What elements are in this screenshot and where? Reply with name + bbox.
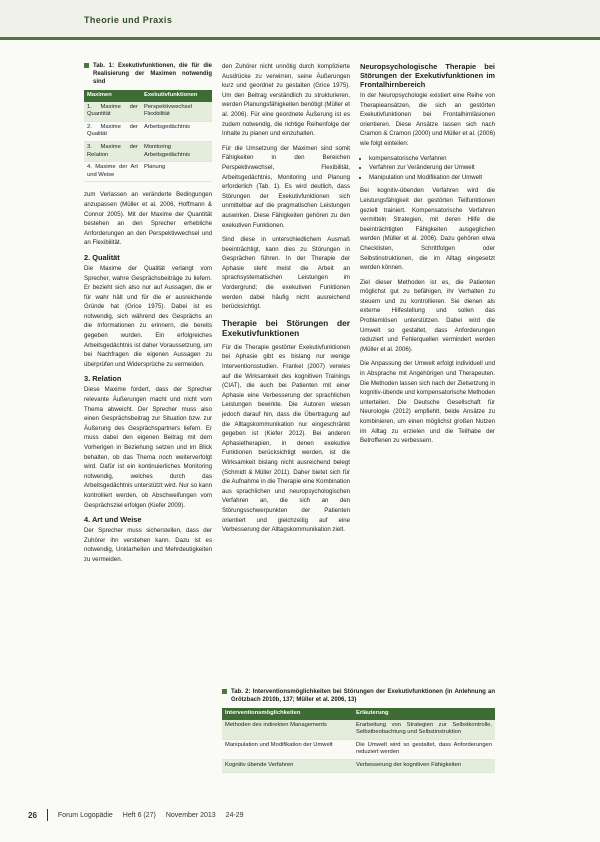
paragraph: Die Anpassung der Umwelt erfolgt individuell und in Absprache mit Angehörigen und Therapeuten. Die Methoden lassen sich nach der Zielsetzung in kognitiv-übende und kompensatorische Methoden unterteilen. Die Deutsche Gesellschaft für Neurologie (2012) empfiehlt, beide Ansätze zu kombinieren, um einen möglichst großen Nutzen im Alltag zu erzielen und die Teilhabe der Betroffenen zu verbessern.: [360, 360, 495, 445]
table-1-header: Exekutivfunktionen: [141, 90, 212, 102]
table-row: [84, 141, 212, 161]
caption-marker-icon: [84, 63, 89, 68]
list-item: • Manipulation und Modifikation der Umwelt: [369, 173, 495, 183]
table-cell: 4. Maxime der Art und Weise: [84, 162, 141, 182]
table-cell: Manipulation und Modifikation der Umwelt: [222, 739, 353, 759]
heading-manner: 4. Art und Weise: [84, 515, 142, 525]
heading-therapy: Therapie bei Störungen der Exekutivfunktionen: [222, 317, 350, 339]
issue: Heft 6 (27): [122, 811, 156, 819]
heading-quality: 2. Qualität: [84, 252, 120, 262]
paragraph: zum Verlassen an veränderte Bedingungen anzupassen (Müller et al. 2006, Hoffmann & Connor 2005). Mit der Maxime der Quantität bestehen an den Sprecher erhebliche Anforderungen an den Perspektivwechsel und an Flexibilität.: [84, 191, 212, 247]
table-2-header: Interventionsmöglichkeiten: [222, 708, 353, 720]
table-cell: Erarbeitung von Strategien zur Selbstkontrolle, Selbstbeobachtung und Selbstinstruktion: [353, 720, 495, 740]
table-cell: Verbesserung der kognitiven Fähigkeiten: [353, 759, 495, 772]
column-3: [360, 62, 495, 451]
section-title: Theorie und Praxis: [84, 15, 173, 25]
table-row: [84, 121, 212, 141]
table-2: [222, 708, 495, 773]
footer-divider: [47, 809, 48, 821]
table-row: [222, 759, 495, 772]
table-row: [222, 720, 495, 740]
list-item: • kompensatorische Verfahren: [369, 154, 495, 164]
table-cell: Arbeitsgedächtnis: [141, 121, 212, 141]
table-cell: Kognitiv übende Verfahren: [222, 759, 353, 772]
table-cell: Die Umwelt wird so gestaltet, dass Anforderungen reduziert werden: [353, 739, 495, 759]
paragraph: Für die Umsetzung der Maximen sind somit Fähigkeiten in den Bereichen Perspektivwechsel, Flexibilität, Arbeitsgedächtnis, Monitoring und Planung erforderlich (Tab. 1). Es wird deutlich, dass Störungen der Exekutivfunktionen sich unmittelbar auf die pragmatischen Leistungen auswirken. Diese Fähigkeiten gehören zu den exekutiven Funktionen.: [222, 144, 350, 229]
paragraph: Der Sprecher muss sicherstellen, dass der Zuhörer ihn verstehen kann. Dazu ist es notwendig, Unklarheiten und Mehrdeutigkeiten zu vermeiden.: [84, 527, 212, 563]
paragraph: In der Neuropsychologie existiert eine Reihe von Therapieansätzen, die sich an gestörten Exekutivfunktionen bei Frontalhirnläsionen orientieren. Diese Ansätze lassen sich nach Cramon & Cramon (2000) und Müller et al. (2006) wie folgt einteilen:: [360, 92, 495, 147]
heading-relation: 3. Relation: [84, 374, 122, 384]
page-range: 24-29: [225, 811, 244, 819]
table-cell: 3. Maxime der Relation: [84, 141, 141, 161]
list-item: • Verfahren zur Veränderung der Umwelt: [369, 163, 495, 173]
column-1: [84, 62, 212, 570]
paragraph: Sind diese in unterschiedlichem Ausmaß beeinträchtigt, kann dies zu Störungen in Gesprächen führen. In der Therapie der Aphasie steht meist die Arbeit an sprachsystematischen Leistungen im Vordergrund; die exekutiven Funktionen werden dabei häufig nicht ausreichend berücksichtigt.: [222, 236, 350, 311]
table-2-header: Erläuterung: [353, 708, 495, 720]
paragraph: Bei kognitiv-übenden Verfahren wird die Leistungsfähigkeit der gestörten Teilfunktionen gezielt trainiert. Kompensatorische Verfahren vermitteln Strategien, mit deren Hilfe die beeinträchtigten Fähigkeiten ausgeglichen werden (Müller et al. 2006). Dazu gehören etwa Checklisten, Schrittfolgen oder Selbstinstruktionen, die im Alltag eingesetzt werden können.: [360, 187, 495, 272]
table-row: [84, 102, 212, 122]
issue-date: November 2013: [165, 811, 216, 819]
heading-neuro: Neuropsychologische Therapie bei Störungen der Exekutivfunktionen im Frontalhirnbereich: [360, 62, 495, 89]
table-row: [84, 162, 212, 182]
table-1-header: Maximen: [84, 90, 141, 102]
footer: [28, 809, 244, 821]
table-2-block: [222, 688, 495, 773]
caption-marker-icon: [222, 689, 227, 694]
journal-name: Forum Logopädie: [57, 811, 113, 819]
table-cell: Planung: [141, 162, 212, 182]
table-2-caption: Tab. 2: Interventionsmöglichkeiten bei Störungen der Exekutivfunktionen (in Anlehnung an Grötzbach 2010b, 137; Müller et al. 2006, 13): [222, 688, 495, 704]
table-1-caption: Tab. 1: Exekutivfunktionen, die für die Realisierung der Maximen notwendig sind: [84, 62, 212, 86]
paragraph: Diese Maxime fordert, dass der Sprecher relevante Äußerungen macht und nicht vom Thema abweicht. Der Sprecher muss also einen Gesprächsbeitrag zur Situation bzw. zur Äußerung des Gesprächspartners liefern. Er muss dabei den eigenen Beitrag mit dem Vorherigen in Beziehung setzen und im Blick behalten, ob das Thema noch weiterverfolgt wird. Dafür ist ein kontinuierliches Monitoring notwendig, welches durch das Arbeitsgedächtnis unterstützt wird. Nur so kann kontrolliert werden, ob Abschweifungen vom Gesprächsziel erfolgen (Kiefer 2009).: [84, 386, 212, 509]
table-cell: 2. Maxime der Qualität: [84, 121, 141, 141]
paragraph: Die Maxime der Qualität verlangt vom Sprecher, wahre Gesprächsbeiträge zu liefern. Er bezieht sich also nur auf Aussagen, die er für wahr hält und für die er ausreichende Gründe hat (Grice 1975). Dabei ist es notwendig, sich während des Gesprächs an die Informationen zu erinnern, die bereits gegeben wurden. Ein erfolgreiches Arbeitsgedächtnis ist daher Voraussetzung, um bei Nachfragen die eigenen Aussagen zu überprüfen und Widersprüche zu vermeiden.: [84, 264, 212, 368]
table-1: [84, 90, 212, 182]
paragraph: den Zuhörer nicht unnötig durch komplizierte Ausdrücke zu verwirren, seine Äußerungen kurz und geordnet zu gestalten (Grice 1975). Um den Beitrag verständlich zu strukturieren, werden Planungsfähigkeiten benötigt (Müller et al. 2006). Für eine geordnete Äußerung ist es zudem notwendig, die richtige Reihenfolge der Inhalte zu planen und einzuhalten.: [222, 63, 350, 138]
paragraph: Für die Therapie gestörter Exekutivfunktionen bei Aphasie gibt es bislang nur wenige Interventionsstudien. Frankel (2007) verwies auf die Wirksamkeit des kognitiven Trainings (CIAT), die auch bei Patienten mit einer Aphasie eine Verbesserung der sprachlichen Leistungen bewirkte. Die Autoren wiesen jedoch darauf hin, dass die Übertragung auf die Alltagskommunikation nur eingeschränkt gegeben ist (Kiefer 2012). Bei anderen Aphasietherapien, in denen exekutive Funktionen berücksichtigt werden, ist die Wirksamkeit bislang nicht ausreichend belegt (Schmidt & Müller 2011). Daher bietet sich für die Aufnahme in die Therapie eine Kombination aus sprachlichen und neuropsychologischen Verfahren an, die sich an den Störungsschwerpunkten der Patienten orientiert und gleichzeitig auf eine Verbesserung der Alltagskommunikation zielt.: [222, 343, 350, 534]
paragraph: Ziel dieser Methoden ist es, die Patienten möglichst gut zu befähigen, ihr Verhalten zu steuern und zu kontrollieren. Sie dienen als externe Hilfestellung und sollen das Problemlösen unterstützen. Dabei wird die Umwelt so gestaltet, dass Anforderungen reduziert und Fehlerquellen vermindert werden (Müller et al. 2006).: [360, 278, 495, 353]
table-cell: Monitoring Arbeitsgedächtnis: [141, 141, 212, 161]
column-2: [222, 62, 350, 540]
table-row: [222, 739, 495, 759]
table-cell: 1. Maxime der Quantität: [84, 102, 141, 122]
page-number: 26: [28, 810, 37, 820]
bullet-list: [360, 154, 495, 183]
table-cell: Methoden des indirekten Managements: [222, 720, 353, 740]
table-cell: Perspektivwechsel Flexibilität: [141, 102, 212, 122]
